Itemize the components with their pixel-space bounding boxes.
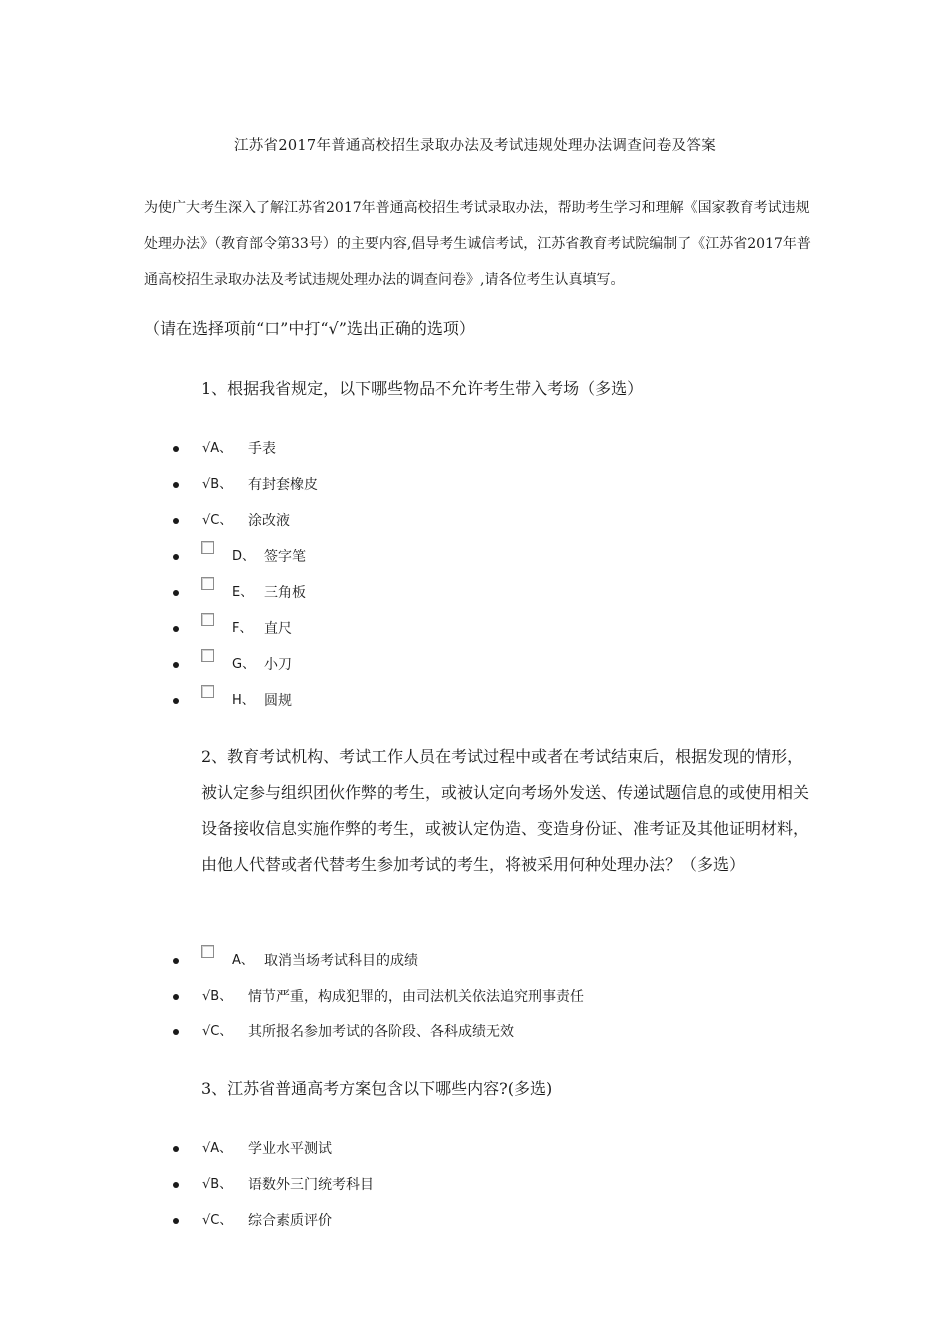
bullet-icon	[173, 1182, 179, 1188]
option-label: 综合素质评价	[248, 1213, 332, 1229]
option-label: 签字笔	[264, 549, 306, 565]
checkbox-icon[interactable]	[201, 613, 214, 626]
question-3-text: 3、江苏省普通高考方案包含以下哪些内容?(多选)	[201, 1079, 553, 1098]
bullet-icon	[173, 554, 179, 560]
bullet-icon	[173, 958, 179, 964]
option-2b[interactable]	[0, 987, 700, 1007]
bullet-icon	[173, 518, 179, 524]
bullet-icon	[173, 1218, 179, 1224]
option-1b[interactable]	[0, 475, 700, 495]
checkbox-icon[interactable]	[201, 945, 214, 958]
bullet-icon	[173, 482, 179, 488]
option-1e[interactable]	[0, 583, 700, 603]
bullet-icon	[173, 626, 179, 632]
option-mark: H、	[232, 693, 255, 708]
document-title: 江苏省2017年普通高校招生录取办法及考试违规处理办法调查问卷及答案	[233, 138, 717, 154]
option-label: 语数外三门统考科目	[248, 1177, 374, 1193]
option-1g[interactable]	[0, 655, 700, 675]
bullet-icon	[173, 590, 179, 596]
option-label: 小刀	[264, 657, 292, 673]
bullet-icon	[173, 446, 179, 452]
bullet-icon	[173, 662, 179, 668]
checkbox-icon[interactable]	[201, 685, 214, 698]
option-label: 三角板	[264, 585, 306, 601]
question-1-text: 1、根据我省规定，以下哪些物品不允许考生带入考场（多选）	[201, 379, 644, 398]
option-3a[interactable]	[0, 1139, 700, 1159]
option-mark: √C、	[202, 1213, 233, 1228]
bullet-icon	[173, 994, 179, 1000]
option-2c[interactable]	[0, 1022, 700, 1042]
option-label: 其所报名参加考试的各阶段、各科成绩无效	[248, 1024, 514, 1040]
option-label: 情节严重，构成犯罪的，由司法机关依法追究刑事责任	[248, 989, 584, 1005]
option-label: 涂改液	[248, 513, 290, 529]
option-mark: √B、	[202, 989, 233, 1004]
option-mark: √C、	[202, 1024, 233, 1039]
option-mark: √A、	[202, 1141, 233, 1156]
option-mark: G、	[232, 657, 256, 672]
checkbox-icon[interactable]	[201, 577, 214, 590]
option-mark: A、	[232, 953, 254, 968]
option-1d[interactable]	[0, 547, 700, 567]
intro-paragraph: 为使广大考生深入了解江苏省2017年普通高校招生考试录取办法，帮助考生学习和理解《国家教育考试违规处理办法》（教育部令第33号）的主要内容,倡导考生诚信考试，江苏省教育考试院编制了《江苏省2017年普通高校招生录取办法及考试违规处理办法的调查问卷》,请各位考生认真填写。	[144, 200, 811, 288]
option-label: 取消当场考试科目的成绩	[264, 953, 418, 969]
option-label: 手表	[248, 441, 276, 457]
bullet-icon	[173, 1029, 179, 1035]
option-label: 圆规	[264, 693, 292, 709]
option-mark: D、	[232, 549, 256, 564]
instruction-text: （请在选择项前“口”中打“√”选出正确的选项）	[144, 319, 475, 338]
question-2-text: 2、教育考试机构、考试工作人员在考试过程中或者在考试结束后，根据发现的情形，被认定参与组织团伙作弊的考生，或被认定向考场外发送、传递试题信息的或使用相关设备接收信息实施作弊的考生，或被认定伪造、变造身份证、准考证及其他证明材料，由他人代替或者代替考生参加考试的考生，将被采用何种处理办法？（多选）	[201, 747, 810, 874]
option-mark: √A、	[202, 441, 233, 456]
checkbox-icon[interactable]	[201, 649, 214, 662]
option-mark: F、	[232, 621, 253, 636]
bullet-icon	[173, 1146, 179, 1152]
option-mark: √C、	[202, 513, 233, 528]
option-2a[interactable]	[0, 951, 700, 971]
option-label: 有封套橡皮	[248, 477, 318, 493]
option-3c[interactable]	[0, 1211, 700, 1231]
option-label: 学业水平测试	[248, 1141, 332, 1157]
checkbox-icon[interactable]	[201, 541, 214, 554]
option-1f[interactable]	[0, 619, 700, 639]
option-mark: √B、	[202, 477, 233, 492]
option-label: 直尺	[264, 621, 292, 637]
option-1c[interactable]	[0, 511, 700, 531]
option-mark: √B、	[202, 1177, 233, 1192]
option-1h[interactable]	[0, 691, 700, 711]
option-1a[interactable]	[0, 439, 700, 459]
option-mark: E、	[232, 585, 254, 600]
bullet-icon	[173, 698, 179, 704]
option-3b[interactable]	[0, 1175, 700, 1195]
